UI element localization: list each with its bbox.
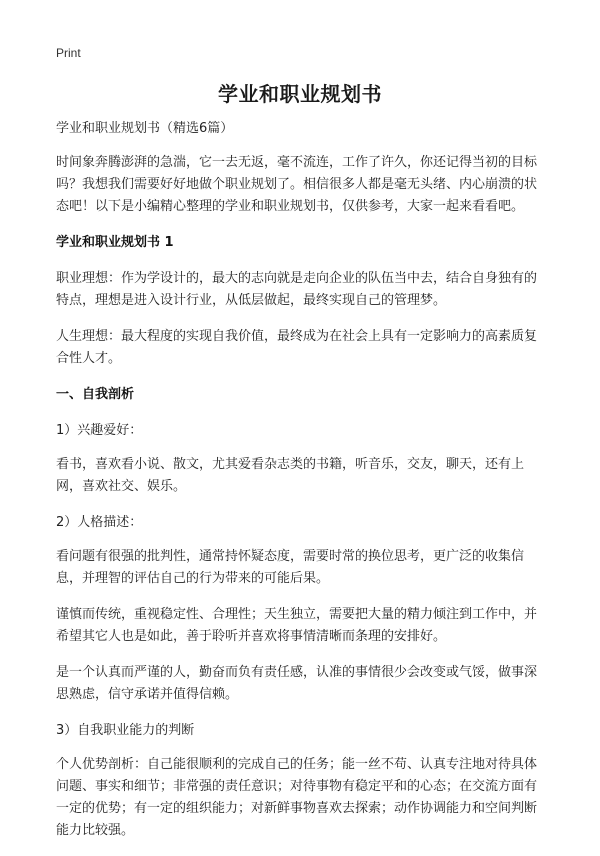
article-subtitle: 学业和职业规划书（精选6篇） bbox=[56, 121, 234, 136]
ability-label: 3）自我职业能力的判断 bbox=[56, 723, 195, 738]
personality-paragraph-c: 是一个认真而严谨的人，勤奋而负有责任感，认准的事情很少会改变或气馁，做事深思熟虑，信守承诺并值得信赖。 bbox=[56, 665, 538, 702]
personality-paragraph-b: 谨慎而传统，重视稳定性、合理性；天生独立，需要把大量的精力倾注到工作中，并希望其它人也是如此，善于聆听并喜欢将事情清晰而条理的安排好。 bbox=[56, 607, 538, 644]
life-ideal-paragraph: 人生理想：最大程度的实现自我价值，最终成为在社会上具有一定影响力的高素质复合性人才。 bbox=[56, 329, 538, 366]
page-title: 学业和职业规划书 bbox=[218, 82, 382, 106]
career-ideal-paragraph: 职业理想：作为学设计的，最大的志向就是走向企业的队伍当中去，结合自身独有的特点，理想是进入设计行业，从低层做起，最终实现自己的管理梦。 bbox=[56, 271, 538, 308]
personality-paragraph-a: 看问题有很强的批判性，通常持怀疑态度，需要时常的换位思考，更广泛的收集信息，并理智的评估自己的行为带来的可能后果。 bbox=[56, 549, 525, 586]
section-title: 学业和职业规划书 1 bbox=[56, 235, 174, 250]
article-body bbox=[56, 118, 545, 856]
ability-paragraph: 个人优势剖析：自己能很顺利的完成自己的任务；能一丝不苟、认真专注地对待具体问题、事实和细节；非常强的责任意识；对待事物有稳定平和的心态；在交流方面有一定的优势；有一定的组织能力；对新鲜事物喜欢去探索；动作协调能力和空间判断能力比较强。 bbox=[56, 757, 538, 838]
intro-paragraph: 时间象奔腾澎湃的急湍，它一去无返，毫不流连，工作了许久，你还记得当初的目标吗？我想我们需要好好地做个职业规划了。相信很多人都是毫无头绪、内心崩溃的状态吧！以下是小编精心整理的学业和职业规划书，仅供参考，大家一起来看看吧。 bbox=[56, 155, 538, 214]
personality-label: 2）人格描述： bbox=[56, 515, 143, 530]
interests-paragraph: 看书，喜欢看小说、散文，尤其爱看杂志类的书籍，听音乐，交友，聊天，还有上网，喜欢社交、娱乐。 bbox=[56, 457, 525, 494]
print-link[interactable]: Print bbox=[56, 46, 81, 60]
interests-label: 1）兴趣爱好： bbox=[56, 423, 143, 438]
self-analysis-heading: 一、自我剖析 bbox=[56, 387, 135, 402]
